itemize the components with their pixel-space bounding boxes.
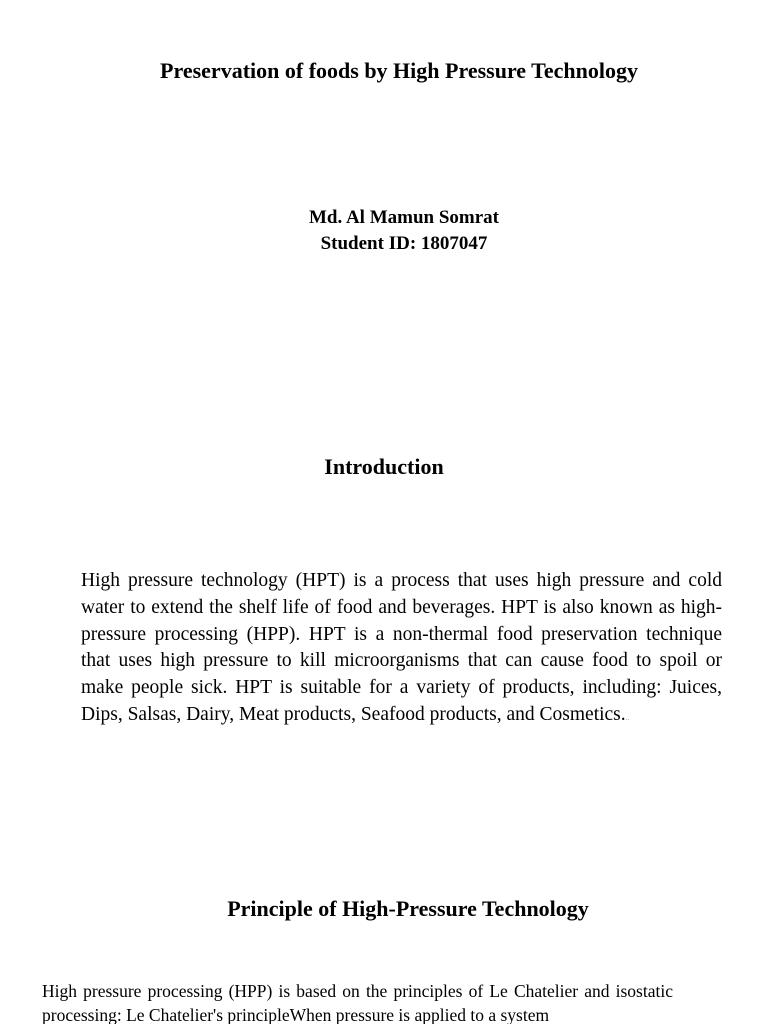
introduction-paragraph: [81, 568, 722, 732]
author-name: Md. Al Mamun Somrat: [309, 207, 499, 228]
section-heading-principle: Principle of High-Pressure Technology: [227, 896, 589, 921]
principle-paragraph: High pressure processing (HPP) is based on the principles of Le Chatelier and isostatic processing: Le Chatelier's principleWhen pressure is applied to a system: [42, 981, 673, 1024]
author-block: [0, 205, 768, 257]
student-id: Student ID: 1807047: [320, 233, 488, 254]
section-heading-introduction: Introduction: [324, 454, 444, 479]
document-title: Preservation of foods by High Pressure Technology: [160, 58, 638, 83]
trailing-mark: ..: [625, 713, 630, 722]
introduction-body: High pressure technology (HPT) is a process that uses high pressure and cold water to extend the shelf life of food and beverages. HPT is also known as high-pressure processing (HPP). HPT is a non-thermal food preservation technique that uses high pressure to kill microorganisms that can cause food to spoil or make people sick. HPT is suitable for a variety of products, including: Juices, Dips, Salsas, Dairy, Meat products, Seafood products, and Cosmetics.: [81, 570, 722, 725]
